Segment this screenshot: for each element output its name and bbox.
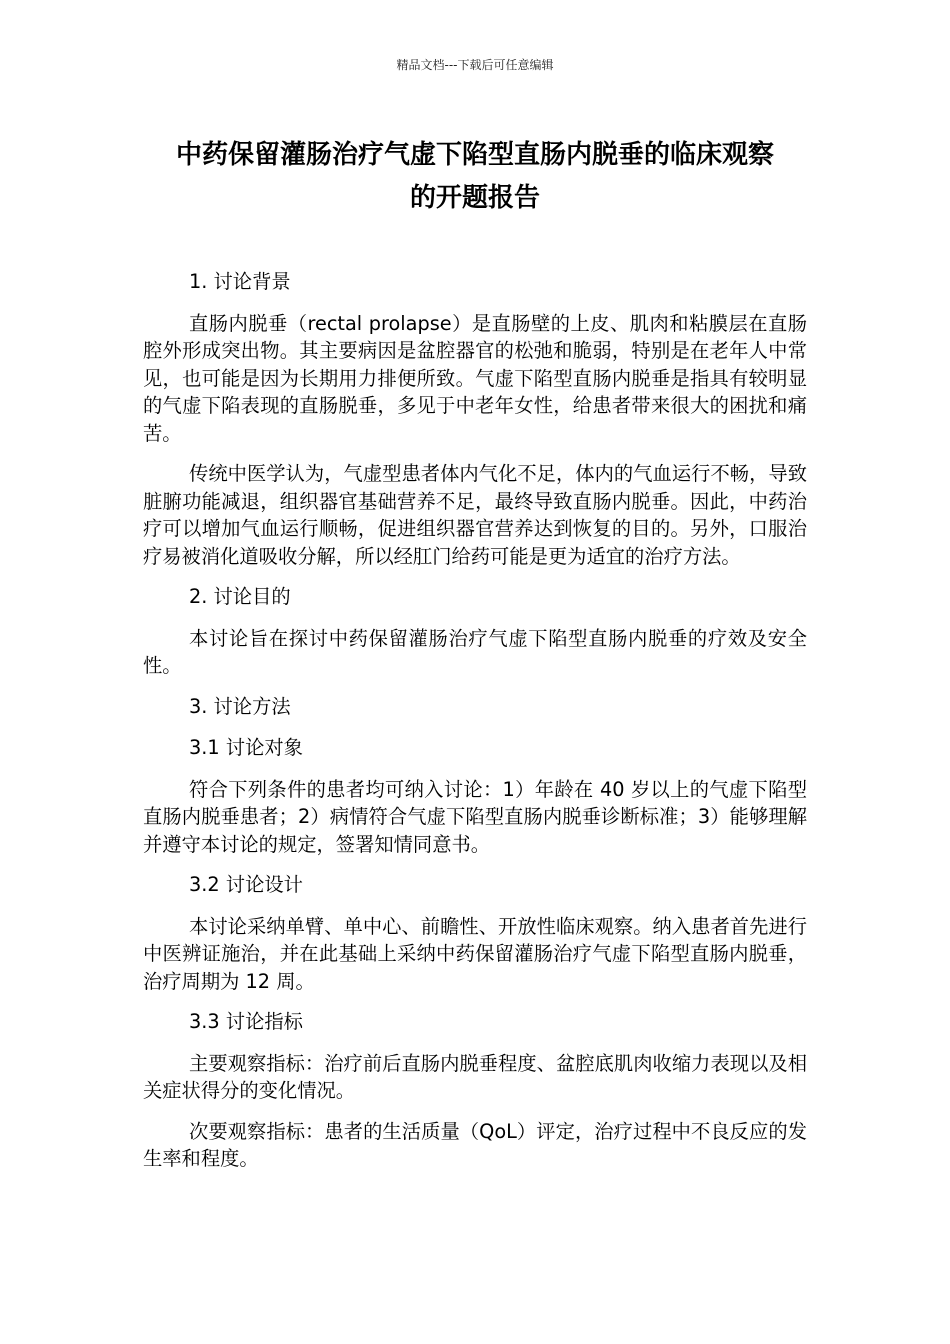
paragraph-background-1: 直肠内脱垂（rectal prolapse）是直肠壁的上皮、肌肉和粘膜层在直肠腔外形成突出物。其主要病因是盆腔器官的松弛和脆弱，特别是在老年人中常见，也可能是因为长期用力排便所致。气虚下陷型直肠内脱垂是指具有较明显的气虚下陷表现的直肠脱垂，多见于中老年女性，给患者带来很大的困扰和痛苦。 [143,311,807,445]
paragraph-background-2: 传统中医学认为，气虚型患者体内气化不足，体内的气血运行不畅，导致脏腑功能减退，组织器官基础营养不足，最终导致直肠内脱垂。因此，中药治疗可以增加气血运行顺畅，促进组织器官营养达到恢复的目的。另外，口服治疗易被消化道吸收分解，所以经肛门给药可能是更为适宜的治疗方法。 [143,462,807,568]
paragraph-secondary-indicators: 次要观察指标：患者的生活质量（QoL）评定，治疗过程中不良反应的发生率和程度。 [143,1119,807,1170]
header-note: 精品文档---下载后可任意编辑 [396,58,554,72]
title-line-2: 的开题报告 [409,183,540,213]
subsection-heading-design: 3.2 讨论设计 [189,873,303,896]
document-body [143,268,807,1186]
section-heading-background: 1. 讨论背景 [189,270,291,293]
title-line-1: 中药保留灌肠治疗气虚下陷型直肠内脱垂的临床观察 [175,140,774,170]
paragraph-subjects: 符合下列条件的患者均可纳入讨论：1）年龄在 40 岁以上的气虚下陷型直肠内脱垂患者；2）病情符合气虚下陷型直肠内脱垂诊断标准；3）能够理解并遵守本讨论的规定，签署知情同意书。 [143,777,807,856]
section-heading-purpose: 2. 讨论目的 [189,585,291,608]
paragraph-purpose: 本讨论旨在探讨中药保留灌肠治疗气虚下陷型直肠内脱垂的疗效及安全性。 [143,626,807,677]
subsection-heading-indicators: 3.3 讨论指标 [189,1010,303,1033]
section-heading-methods: 3. 讨论方法 [189,694,291,718]
document-title [143,134,807,220]
subsection-heading-subjects: 3.1 讨论对象 [189,736,303,759]
paragraph-design: 本讨论采纳单臂、单中心、前瞻性、开放性临床观察。纳入患者首先进行中医辨证施治，并在此基础上采纳中药保留灌肠治疗气虚下陷型直肠内脱垂，治疗周期为 12 周。 [143,914,807,993]
paragraph-primary-indicators: 主要观察指标：治疗前后直肠内脱垂程度、盆腔底肌肉收缩力表现以及相关症状得分的变化情况。 [143,1051,807,1102]
